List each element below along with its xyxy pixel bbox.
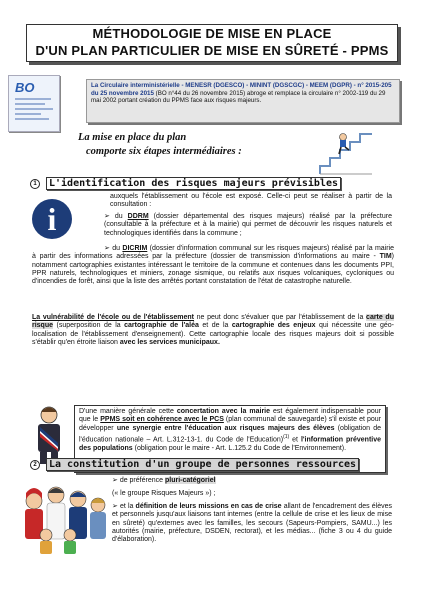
- dicrim-bullet: ➢ du DICRIM (dossier d'information communal sur les risques majeurs) réalisé par la mairie à partir des informations adressées par la préfecture (dossier de transmission d'informations au maire - TIM) notamment cartographies existantes intéressant le territoire de la commune et contenues dans les documents PPI, PPR naturels, technologiques et miniers, zonage sismique, ou relatifs aux risques volcaniques, cycloniques ou d'incendies de forêt, ainsi que la liste des arrêtés portant constatation de l'état de catastrophe naturelle.: [32, 245, 395, 286]
- carte-du-risque: carte du risque: [32, 314, 394, 330]
- arrow-bullet-icon: ➢: [104, 213, 115, 220]
- section-1-header: [30, 177, 341, 190]
- circulaire-rest: (BO n°44 du 26 novembre 2015) abroge et remplace la circulaire n° 2002-119 du 29 mai 2002 portant création du PPMS face aux risques majeurs.: [91, 89, 386, 105]
- arrow-bullet-icon: ➢: [104, 245, 113, 252]
- section-1-title: L'identification des risques majeurs prévisibles: [46, 177, 341, 190]
- section-1-intro: auxquels l'établissement ou l'école est exposé. Celle-ci peut se réaliser à partir de la consultation :: [110, 193, 392, 209]
- bo-thumbnail: [8, 75, 60, 132]
- thumb-line: [15, 98, 51, 100]
- arrow-bullet-icon: ➢: [112, 503, 120, 510]
- vulnerability-lead: La vulnérabilité de l'école ou de l'établissement: [32, 314, 195, 321]
- section-2-number: 2: [30, 460, 40, 470]
- mairie-concertation-box: D'une manière générale cette concertation avec la mairie est également indispensable pour que le PPMS soit en cohérence avec le PCS (plan communal de sauvegarde) s'il existe et pour développer une synergie entre l'éducation aux risques majeurs des élèves (obligation de l'éducation nationale – Art. L.312-13-1. du Code de l'Education)$^{(1)}$ et l'information préventive des populations (obligation pour le maire - Art. L.125.2 du Code de l'Environnement).: [74, 405, 386, 473]
- ddrm-bullet: ➢ du DDRM (dossier départemental des risques majeurs) réalisé par la préfecture (consultable à la préfecture et à la mairie) qui permet de découvrir les risques naturels et technologiques identifiés dans la commune ;: [104, 213, 392, 237]
- section-2-bullet-1-note: (« le groupe Risques Majeurs ») ;: [112, 490, 216, 497]
- vulnerability-paragraph: La vulnérabilité de l'école ou de l'établissement ne peut donc s'évaluer que par l'établissement de la carte du risque (superposition de la cartographie de l'aléa et de la cartographie des enjeux qui nécessite une géo-localisation de l'établissement d'enseignement). Cette cartographie locale des risques majeurs doit si possible s'établir qu'en étroite liaison avec les services municipaux.: [32, 314, 394, 346]
- section-1-number: 1: [30, 179, 40, 189]
- people-group-icon: [18, 477, 110, 555]
- section-2-bullet-1: ➢ de préférence pluri-catégoriel: [112, 477, 216, 484]
- dicrim-term: DICRIM: [122, 245, 148, 252]
- section-2-bullet-2: ➢ et la définition de leurs missions en cas de crise allant de l'encadrement des élèves et personnels jusqu'aux liaisons tant internes (entre la cellule de crise et les lieux de mise en sûreté) qu'externes avec les familles, les secours (Sapeurs-Pompiers, SAMU...) les autorités (mairie, préfecture, DSDEN, rectorat), et les médias... (fiche 3 ou 4 du guide d'élaboration).: [112, 503, 392, 544]
- intro-line-1: La mise en place du plan: [78, 132, 187, 143]
- intro-line-2: comporte six étapes intermédiaires :: [86, 146, 242, 157]
- stairs-figure-icon: [316, 126, 376, 176]
- thumb-line: [15, 113, 41, 115]
- title-box: [26, 24, 398, 62]
- section-2-title: La constitution d'un groupe de personnes ressources: [46, 458, 359, 471]
- section-2-header: [30, 458, 359, 471]
- pluri-categoriel: pluri-catégoriel: [164, 477, 216, 484]
- mayor-figure-icon: [28, 403, 70, 465]
- thumb-line: [15, 118, 49, 120]
- thumb-line: [15, 108, 53, 110]
- bo-label: BO: [15, 80, 35, 95]
- title-line-2: D'UN PLAN PARTICULIER DE MISE EN SÛRETÉ - PPMS: [35, 43, 389, 58]
- intro-text: [78, 131, 242, 159]
- thumb-line: [15, 103, 45, 105]
- circulaire-highlight: La Circulaire interministérielle - MENESR (DGESCO) - MININT (DGSCGC) - MEEM (DGPR) - n° 2015-205 du 25 novembre 2015: [91, 82, 392, 97]
- circulaire-box: [86, 79, 400, 123]
- title-line-1: MÉTHODOLOGIE DE MISE EN PLACE: [92, 26, 332, 41]
- ddrm-text: (dossier départemental des risques majeurs) réalisé par la préfecture (consultable à la préfecture et à la mairie) qui permet de découvrir les risques naturels et technologiques identifiés dans la commune ;: [104, 213, 392, 237]
- arrow-bullet-icon: ➢: [112, 477, 120, 484]
- ddrm-term: DDRM: [127, 213, 149, 220]
- info-icon: i: [32, 199, 72, 239]
